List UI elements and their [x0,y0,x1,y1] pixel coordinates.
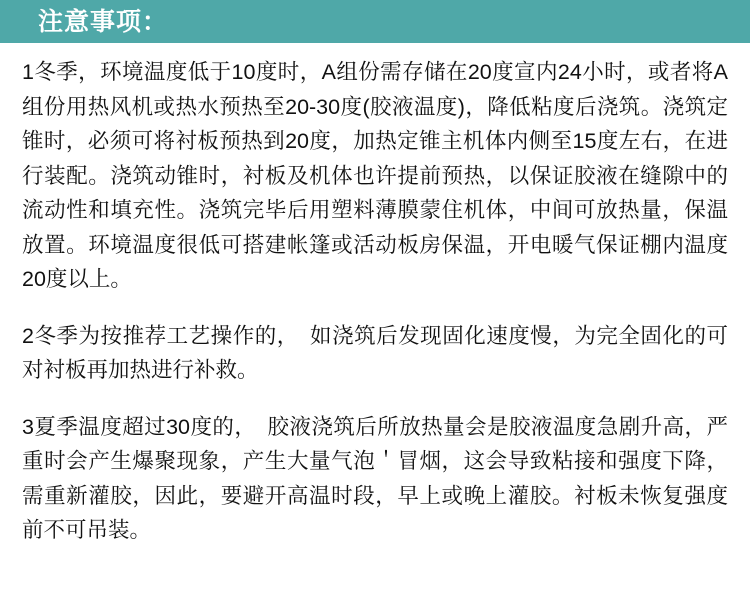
paragraph-2: 2冬季为按推荐工艺操作的， 如浇筑后发现固化速度慢，为完全固化的可对衬板再加热进行补救。 [22,323,728,382]
header-band [0,0,750,43]
paragraph-3: 3夏季温度超过30度的， 胶液浇筑后所放热量会是胶液温度急剧升高，严重时会产生爆聚现象，产生大量气泡＇冒烟，这会导致粘接和强度下降，需重新灌胶，因此，要避开高温时段，早上或晚上灌胶。衬板未恢复强度前不可吊装。 [22,414,728,542]
page-title: 注意事项： [38,8,169,36]
document-body [22,55,728,548]
paragraph-1: 1冬季，环境温度低于10度时，A组份需存储在20度宣内24小时，或者将A组份用热风机或热水预热至20-30度(胶液温度)，降低粘度后浇筑。浇筑定锥时，必须可将衬板预热到20度，加热定锥主机体内侧至15度左右，在进行装配。浇筑动锥时，衬板及机体也许提前预热，以保证胶液在缝隙中的流动性和填充性。浇筑完毕后用塑料薄膜蒙住机体，中间可放热量，保温放置。环境温度很低可搭建帐篷或活动板房保温，开电暖气保证棚内温度20度以上。 [22,60,728,291]
